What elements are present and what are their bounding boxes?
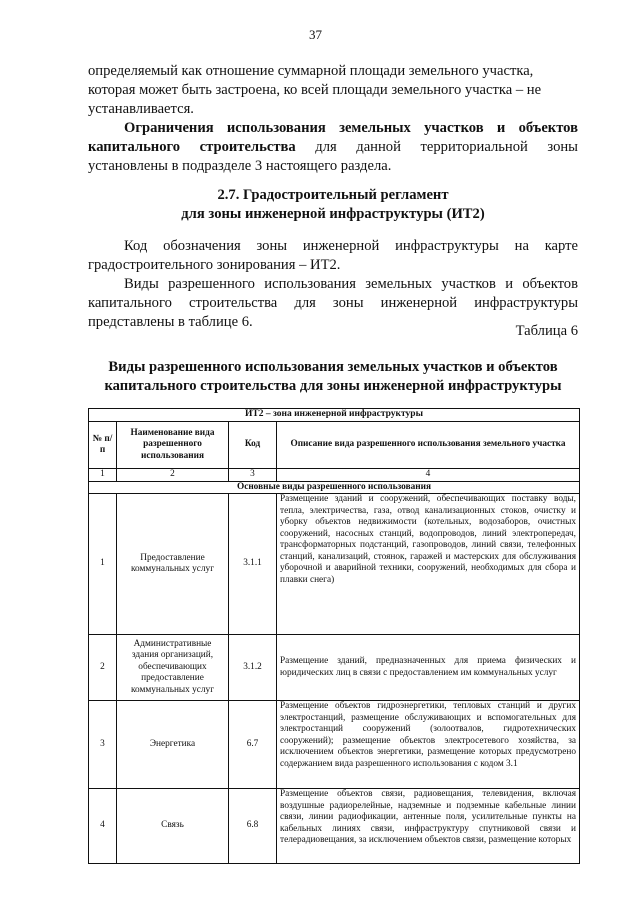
col-header-code: Код	[229, 422, 277, 469]
row-description: Размещение зданий и сооружений, обеспечивающих поставку воды, тепла, электричества, газа, отвод канализационных стоков, очистку и уборку объектов недвижимости (котельных, водозаборов, очистных сооружений, насосных станций, водопроводов, линий электропередач, трансформаторных подстанций, газопроводов, линий связи, телефонных станций, канализаций, стоянок, гаражей и мастерских для обслуживания уборочной и аварийной техники, сооружений, необходимых для сбора и плавки снега)	[277, 494, 580, 635]
table-zone-row	[89, 409, 580, 422]
intro-line-2: которая может быть застроена, ко всей площади земельного участка – не	[88, 82, 542, 98]
section-heading-line-1: 2.7. Градостроительный регламент	[217, 187, 449, 203]
section-row	[89, 481, 580, 494]
row-description: Размещение объектов гидроэнергетики, тепловых станций и других электростанций, размещение обслуживающих и вспомогательных для электростанций сооружений (золоотвалов, гидротехнических сооружений); размещение объектов электросетевого хозяйства, за исключением объектов энергетики, размещение которых предусмотрено содержанием вида разрешенного использования с кодом 3.1	[277, 701, 580, 789]
col-header-num: № п/п	[89, 422, 117, 469]
table-title	[88, 358, 578, 396]
column-number: 3	[229, 469, 277, 482]
permitted-uses-table	[88, 408, 580, 864]
table-row	[89, 494, 580, 635]
row-code: 3.1.2	[229, 635, 277, 701]
row-name: Энергетика	[117, 701, 229, 789]
table-row	[89, 789, 580, 864]
intro-paragraph	[88, 62, 578, 119]
table-row	[89, 701, 580, 789]
row-code: 3.1.1	[229, 494, 277, 635]
row-description: Размещение объектов связи, радиовещания, телевидения, включая воздушные радиорелейные, надземные и подземные кабельные линии связи, линии радиофикации, антенные поля, усилительные пункты на кабельных линиях связи, инфраструктуру спутниковой связи и телерадиовещания, за исключением объектов связи, размещение которых	[277, 789, 580, 864]
table-header-row	[89, 422, 580, 469]
table-label: Таблица 6	[515, 323, 578, 339]
restrictions-bold: Ограничения использования земельных участков и объектов капитального строительства	[88, 120, 578, 155]
row-num: 4	[89, 789, 117, 864]
zone-code-paragraph: Код обозначения зоны инженерной инфраструктуры на карте градостроительного зонирования – ИТ2.	[88, 238, 578, 273]
row-num: 1	[89, 494, 117, 635]
row-name: Административные здания организаций, обеспечивающих предоставление коммунальных услуг	[117, 635, 229, 701]
column-number: 4	[277, 469, 580, 482]
row-description: Размещение зданий, предназначенных для приема физических и юридических лиц в связи с предоставлением им коммунальных услуг	[277, 635, 580, 701]
col-header-name: Наименование вида разрешенного использования	[117, 422, 229, 469]
row-name: Связь	[117, 789, 229, 864]
uses-paragraph: Виды разрешенного использования земельных участков и объектов капитального строительства для зоны инженерной инфраструктуры представлены в таблице 6.	[88, 276, 578, 330]
row-num: 2	[89, 635, 117, 701]
col-header-description: Описание вида разрешенного использования земельного участка	[277, 422, 580, 469]
column-number: 2	[117, 469, 229, 482]
zone-header: ИТ2 – зона инженерной инфраструктуры	[89, 409, 580, 422]
row-code: 6.7	[229, 701, 277, 789]
page-number: 37	[309, 27, 322, 42]
table-title-line-1: Виды разрешенного использования земельных участков и объектов	[108, 359, 558, 375]
intro-line-1: определяемый как отношение суммарной площади земельного участка,	[88, 63, 534, 79]
row-name: Предоставление коммунальных услуг	[117, 494, 229, 635]
table-title-line-2: капитального строительства для зоны инженерной инфраструктуры	[104, 378, 562, 394]
row-num: 3	[89, 701, 117, 789]
restrictions-paragraph	[88, 119, 578, 176]
row-code: 6.8	[229, 789, 277, 864]
section-label: Основные виды разрешенного использования	[89, 481, 580, 494]
restrictions-rest: для данной территориальной зоны установлены в подразделе 3 настоящего раздела.	[88, 139, 578, 174]
section-heading-line-2: для зоны инженерной инфраструктуры (ИТ2)	[181, 206, 485, 222]
column-number-row	[89, 469, 580, 482]
column-number: 1	[89, 469, 117, 482]
intro-line-3: устанавливается.	[88, 101, 194, 117]
section-heading	[88, 186, 578, 224]
table-row	[89, 635, 580, 701]
